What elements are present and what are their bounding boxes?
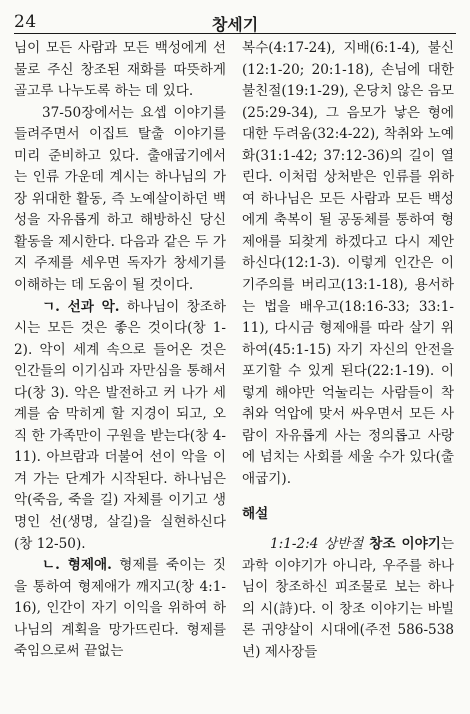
page-number: 24 bbox=[14, 12, 37, 32]
paragraph-continuation: 님이 모든 사람과 모든 백성에게 선물로 주신 창조된 재화를 따뜻하게 골고루 나누도록 하는 데 있다. bbox=[14, 40, 226, 100]
paragraph-overview: 37-50장에서는 요셉 이야기를 들려주면서 이집트 탈출 이야기를 미리 준비하고 있다. 출애굽기에서는 인류 가운데 계시는 하나님의 가장 위대한 활동, 즉 노예살이하던 백성을 자유롭게 하고 해방하신 당신 활동을 제시한다. 다음과 같은 두 가지 주제를 세우면 독자가 창세기를 이해하는 데 도움이 될 것이다. bbox=[14, 104, 226, 294]
theme-text-good-evil: 하나님이 창조하시는 모든 것은 좋은 것이다(창 1-2). 악이 세계 속으로 들어온 것은 인간들의 이기심과 자만심을 통해서다(창 3). 악은 발전하고 커 나가 세계를 숨 막히게 할 지경이 되고, 오직 한 가족만이 구원을 받는다(창 4-11). 아브람과 더불어 선이 악을 이겨 가는 단계가 시작된다. 하나님은 악(죽음, 죽을 길) 자체를 이기고 생명인 선(생명, 살길)을 실현하신다(창 12-50). bbox=[14, 298, 226, 552]
header-rule bbox=[14, 33, 456, 34]
paragraph-brotherhood bbox=[14, 555, 226, 663]
running-title: 창세기 bbox=[211, 15, 259, 34]
commentary-text: 는 과학 이야기가 아니라, 우주를 하나님이 창조하신 피조물로 보는 하나의 시(詩)다. 이 창조 이야기는 바빌론 귀양살이 시대에(주전 586-538년) 제사장들 bbox=[242, 536, 454, 660]
right-column bbox=[242, 38, 454, 663]
paragraph-creation-story bbox=[242, 534, 454, 663]
theme-text-brotherhood: 형제를 죽이는 짓을 통하여 형제애가 깨지고(창 4:1-16), 인간이 자기 이익을 위하여 하나님의 계획을 망가뜨린다. 형제를 죽임으로써 끝없는 bbox=[14, 557, 226, 660]
paragraph-brotherhood-continued: 복수(4:17-24), 지배(6:1-4), 불신(12:1-20; 20:1-18), 손님에 대한 불친절(19:1-29), 온당치 않은 음모(25:29-34), 그 음모가 낳은 형에 대한 두려움(32:4-22), 착취와 노예화(31:1-42; 37:12-36)의 길이 열린다. 이처럼 상처받은 인류를 위하여 하나님은 모든 사람과 모든 백성에게 축복이 될 공동체를 통하여 형제애를 되찾게 하겠다고 다시 제안하신다(12:1-3). 이렇게 인간은 이기주의를 버리고(13:1-18), 용서하는 법을 배우고(18:16-33; 33:1-11), 다시금 형제애를 따라 살기 위하여(45:1-15) 자기 자신의 안전을 포기할 수 있게 된다(22:1-19). 이렇게 해야만 억눌리는 사람들이 착취와 억압에 맞서 싸우면서 모든 사람이 자유롭게 사는 정의롭고 사랑에 넘치는 사회를 세울 수가 있다(출애굽기). bbox=[242, 40, 454, 487]
section-spacer bbox=[242, 490, 454, 498]
commentary-label: 창조 이야기 bbox=[363, 536, 441, 553]
paragraph-good-and-evil bbox=[14, 297, 226, 556]
theme-label-good-evil: ㄱ. 선과 악. bbox=[42, 298, 120, 315]
verse-reference: 1:1-2:4 상반절 bbox=[270, 536, 364, 553]
theme-label-brotherhood: ㄴ. 형제애. bbox=[42, 557, 112, 574]
section-heading-commentary: 해설 bbox=[242, 506, 269, 523]
page-header bbox=[0, 0, 470, 38]
left-column bbox=[14, 38, 226, 663]
